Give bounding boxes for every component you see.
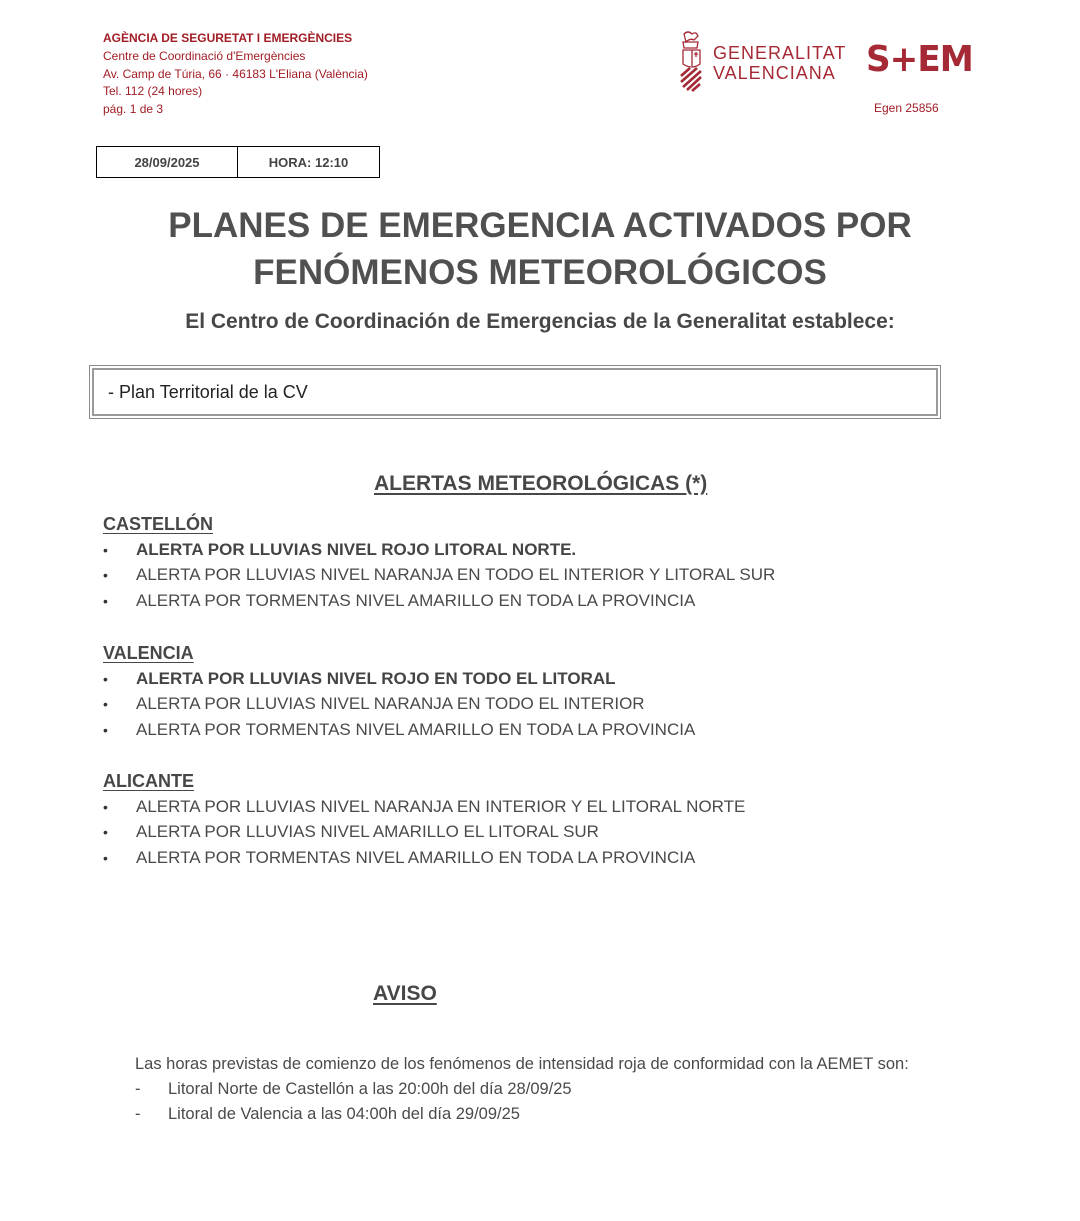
bullet-icon: • xyxy=(103,824,108,841)
address: Av. Camp de Túria, 66 · 46183 L'Eliana (València) xyxy=(103,66,368,81)
alert-item xyxy=(103,563,775,589)
dash-icon: - xyxy=(135,1079,141,1098)
aviso-heading: AVISO xyxy=(373,982,437,1005)
alert-item xyxy=(103,692,695,718)
bullet-icon: • xyxy=(103,696,108,713)
bullet-icon: • xyxy=(103,849,108,866)
gva-line1: GENERALITAT xyxy=(713,43,847,63)
alert-text: ALERTA POR LLUVIAS NIVEL NARANJA EN TODO EL INTERIOR Y LITORAL SUR xyxy=(136,565,776,585)
alert-text: ALERTA POR TORMENTAS NIVEL AMARILLO EN TODA LA PROVINCIA xyxy=(136,719,696,739)
alert-item xyxy=(103,588,775,614)
agency-name: AGÈNCIA DE SEGURETAT I EMERGÈNCIES xyxy=(103,31,353,45)
dash-icon: - xyxy=(135,1104,141,1123)
province-valencia xyxy=(103,640,695,743)
bullet-icon: • xyxy=(103,798,108,815)
alert-text: ALERTA POR TORMENTAS NIVEL AMARILLO EN TODA LA PROVINCIA xyxy=(136,847,696,867)
bullet-icon: • xyxy=(103,721,108,738)
province-castellon xyxy=(103,511,775,614)
egen-reference: Egen 25856 xyxy=(874,101,939,115)
alert-item xyxy=(103,537,775,563)
alerts-heading: ALERTAS METEOROLÓGICAS (*) xyxy=(374,472,708,495)
coat-of-arms-icon xyxy=(678,30,706,96)
aviso-item-text: Litoral de Valencia a las 04:00h del día 29/09/25 xyxy=(168,1104,520,1123)
alert-item xyxy=(103,717,695,743)
sem-logo: S+EM xyxy=(866,39,973,80)
title-line1: PLANES DE EMERGENCIA ACTIVADOS POR xyxy=(168,206,912,245)
aviso-intro: Las horas previstas de comienzo de los fenómenos de intensidad roja de conformidad con la AEMET son: xyxy=(135,1055,909,1073)
activated-plan-box xyxy=(89,365,941,419)
center-name: Centre de Coordinació d'Emergències xyxy=(103,48,306,63)
time-cell: HORA: 12:10 xyxy=(268,154,349,170)
bullet-icon: • xyxy=(103,567,108,584)
alert-text: ALERTA POR LLUVIAS NIVEL AMARILLO EL LITORAL SUR xyxy=(136,822,599,842)
activated-plan-text: - Plan Territorial de la CV xyxy=(92,368,938,416)
page-number: pág. 1 de 3 xyxy=(103,102,164,117)
datetime-table xyxy=(96,146,380,178)
aviso-item xyxy=(135,1101,978,1126)
aviso-body xyxy=(135,1052,978,1126)
alert-item xyxy=(103,845,745,871)
alert-text: ALERTA POR LLUVIAS NIVEL NARANJA EN INTERIOR Y EL LITORAL NORTE xyxy=(136,796,746,816)
province-name: ALICANTE xyxy=(103,771,194,791)
alert-text: ALERTA POR TORMENTAS NIVEL AMARILLO EN TODA LA PROVINCIA xyxy=(136,590,696,610)
bullet-icon: • xyxy=(103,541,108,558)
date-cell: 28/09/2025 xyxy=(97,147,238,177)
page-title xyxy=(0,202,1080,296)
alert-text: ALERTA POR LLUVIAS NIVEL NARANJA EN TODO EL INTERIOR xyxy=(136,694,645,714)
alert-item xyxy=(103,794,745,820)
generalitat-logo xyxy=(678,30,846,96)
bullet-icon: • xyxy=(103,670,108,687)
aviso-item-text: Litoral Norte de Castellón a las 20:00h del día 28/09/25 xyxy=(168,1079,572,1098)
alert-item xyxy=(103,820,745,846)
bullet-icon: • xyxy=(103,592,108,609)
phone: Tel. 112 (24 hores) xyxy=(103,84,203,99)
province-alicante xyxy=(103,768,745,871)
aviso-item xyxy=(135,1076,978,1101)
alert-text: ALERTA POR LLUVIAS NIVEL ROJO LITORAL NORTE. xyxy=(136,539,577,559)
title-line2: FENÓMENOS METEOROLÓGICOS xyxy=(253,253,827,292)
province-name: VALENCIA xyxy=(103,643,194,663)
gva-line2: VALENCIANA xyxy=(713,63,836,83)
agency-header xyxy=(103,30,368,119)
province-name: CASTELLÓN xyxy=(103,514,213,534)
alert-text: ALERTA POR LLUVIAS NIVEL ROJO EN TODO EL LITORAL xyxy=(136,668,616,688)
generalitat-wordmark xyxy=(713,43,846,83)
page-subtitle: El Centro de Coordinación de Emergencias de la Generalitat establece: xyxy=(185,310,895,333)
alert-item xyxy=(103,666,695,692)
